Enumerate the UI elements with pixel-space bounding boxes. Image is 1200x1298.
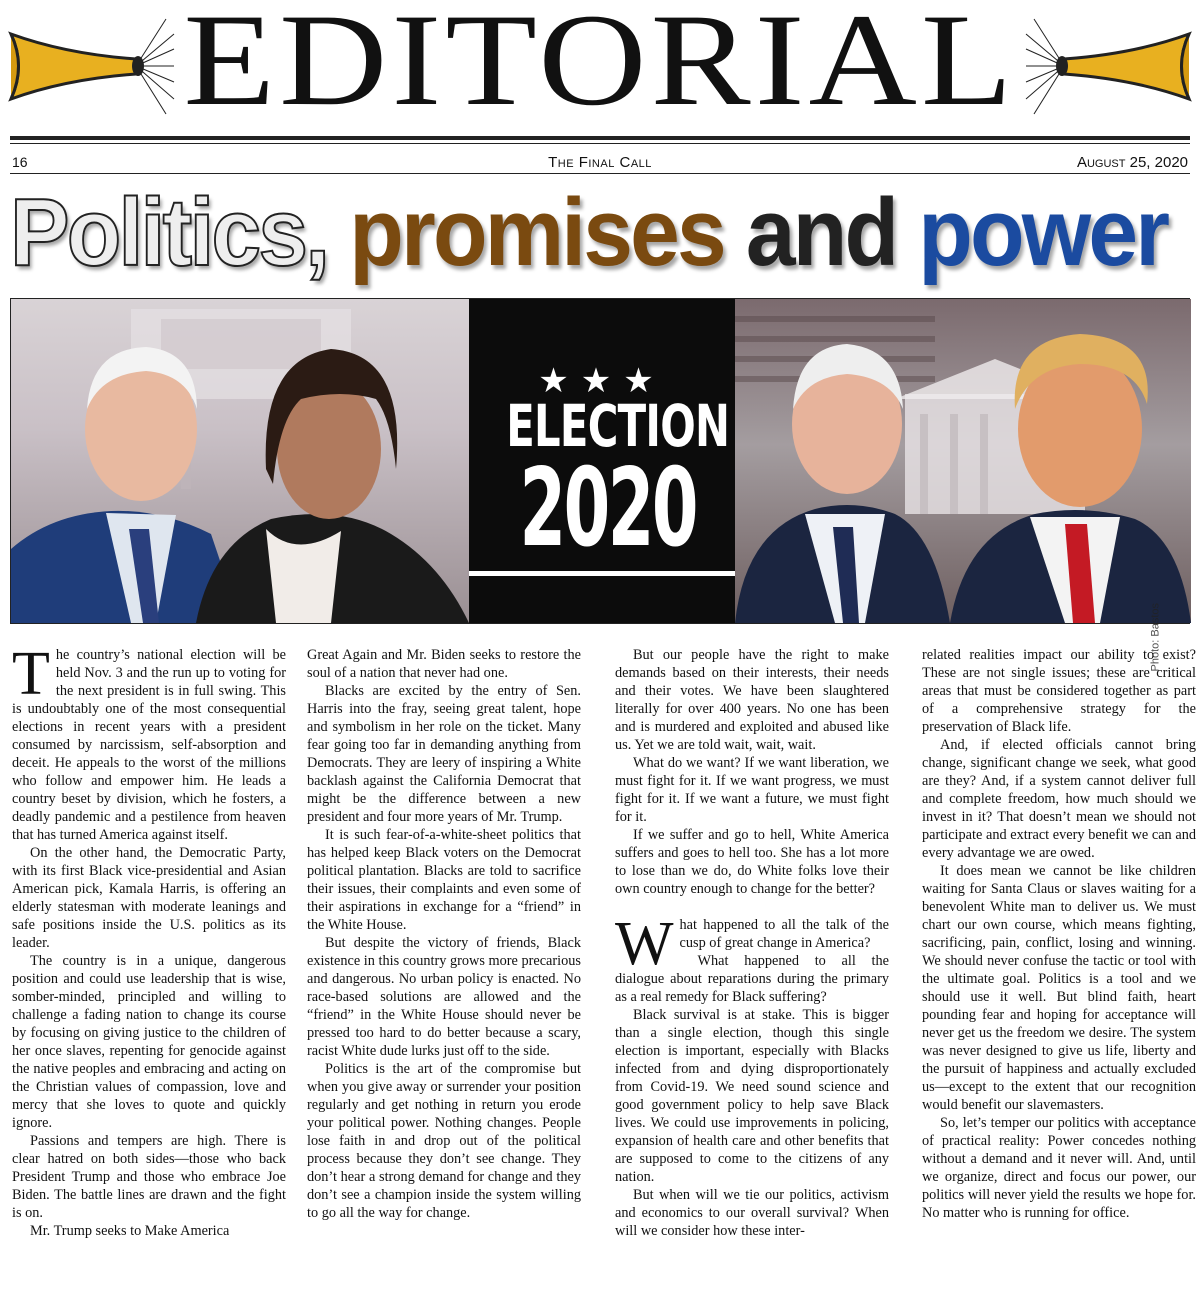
- article-paragraph: So, let’s temper our politics with acceptance of practical reality: Power concedes nothing without a demand and it never will. And, until we organize, direct and focus our power, our politics will never yield the results we hope for. No matter who is running for office.: [922, 1115, 1196, 1221]
- headline-word-politics: Politics,: [10, 179, 328, 286]
- article-paragraph: Mr. Trump seeks to Make America: [30, 1223, 230, 1239]
- page-number: 16: [12, 154, 28, 170]
- article-column-1: [12, 640, 286, 1296]
- photo-credit: Photo: Bastos: [1149, 603, 1161, 672]
- photo-pence-trump: [735, 299, 1191, 672]
- article-column-3: [615, 646, 889, 1296]
- publication-date: August 25, 2020: [1076, 154, 1188, 171]
- article-paragraph: It does mean we cannot be like children waiting for Santa Claus or slaves waiting for a benevolent White man to deliver us. We must chart our own course, which means fighting, sacrificing, pain, conflict, losing and winning. We should never confuse the tactic or tool with the ultimate goal. Politics is a tool and we should use it well. But blind faith, heart pounding fear and hoping for acceptance will never get us the freedom we desire. The system was never designed to give us life, liberty and the pursuit of happiness and actually excluded us—except to the extent that our recognition would benefit our slavemasters.: [922, 863, 1196, 1113]
- info-bar: [12, 152, 1188, 172]
- article-paragraph: Great Again and Mr. Biden seeks to restore the soul of a nation that never had one.: [307, 647, 581, 681]
- drop-cap: W: [615, 910, 674, 978]
- photo-biden-harris-illustration: [11, 299, 469, 623]
- article-paragraph: Politics is the art of the compromise but when you give away or surrender your position regularly and get nothing in return you erode your political power. Nothing changes. People lose faith in and drop out of the political process because they don’t see change. They don’t hear a strong demand for change and they don’t see a champion inside the system willing to go all the way for change.: [307, 1061, 581, 1221]
- article-paragraph: Passions and tempers are high. There is clear hatred on both sides—those who back President Trump and those who embrace Joe Biden. The battle lines are drawn and the fight is on.: [12, 1133, 286, 1221]
- photo-pence-trump-illustration: [735, 299, 1191, 623]
- election-year: 2020: [519, 446, 696, 571]
- drop-cap: T: [12, 640, 50, 708]
- article-paragraph: But when will we tie our politics, activism and economics to our overall survival? When will we consider how these inter-: [615, 1187, 889, 1239]
- publication-name: The Final Call: [548, 154, 652, 171]
- article-paragraph: The country’s national election will be held Nov. 3 and the run up to voting for the next president is in full swing. This is undoubtably one of the most consequential elections in recent years with a president consumed by narcissism, self-absorption and deceit. He appeals to the worst of the millions who follow and empower him. He leads a country beset by division, which he fosters, a deadly pandemic and a pestilence from heaven that has turned America against itself.: [12, 640, 286, 843]
- masthead-rule-thin: [10, 143, 1190, 144]
- article-paragraph: What do we want? If we want liberation, we must fight for it. If we want progress, we must fight for it. If we want a future, we must fight for it.: [615, 755, 889, 825]
- article-paragraph: What happened to all the dialogue about reparations during the primary as a real remedy for Black suffering?: [615, 953, 889, 1005]
- election-word: ELECTION: [506, 392, 730, 460]
- article-paragraph: What happened to all the talk of the cusp of great change in America?: [615, 910, 889, 978]
- trumpet-horn-icon: [1024, 4, 1194, 129]
- article-column-2: [307, 646, 581, 1296]
- article-paragraph: The country is in a unique, dangerous position and could use leadership that is wise, somber-minded, principled and willing to challenge a fading nation to change its course by focusing on giving justice to the children of her once slaves, repenting for genocide against the native peoples and embracing and acting on the Christian values of compassion, love and mercy that she loves to quote and quickly ignore.: [12, 953, 286, 1131]
- election-rule: [469, 571, 735, 576]
- article-body: [12, 640, 1196, 1296]
- article-column-4: [922, 646, 1196, 1296]
- headline: [10, 178, 1168, 288]
- article-paragraph: If we suffer and go to hell, White America suffers and goes to hell too. She has a lot more to lose than we do, do White folks love their own country enough to change for the better?: [615, 827, 889, 897]
- article-paragraph: But despite the victory of friends, Black existence in this country grows more precarious and dangerous. No urban policy is enacted. No race-based solutions are allowed and the “friend” in the White House should never be pressed too hard to do better because a scary, racist White dude lurks just off to the side.: [307, 935, 581, 1059]
- headline-word-promises: promises: [349, 179, 724, 286]
- headline-word-power: power: [918, 179, 1168, 286]
- article-paragraph: On the other hand, the Democratic Party, with its first Black vice-presidential and Asian American pick, Kamala Harris, is offering an elderly statesman with moderate leanings and safe positions inside the U.S. politics as its leader.: [12, 845, 286, 951]
- article-paragraph: Black survival is at stake. This is bigger than a single election, though this single election is important, especially with Blacks infected from and dying disproportionately from Covid-19. We need sound science and good government policy to help save Black lives. We could use improvements in policing, expansion of health care and other benefits that are supposed to come to the citizens of any nation.: [615, 1007, 889, 1185]
- article-paragraph: Blacks are excited by the entry of Sen. Harris into the fray, seeing great talent, hope and symbolism in her role on the ticket. Many fear going too far in demanding anything from Democrats. They are leery of inspiring a White backlash against the California Democrat that might be the difference between a new president and four more years of Mr. Trump.: [307, 683, 581, 825]
- headline-word-and: and: [745, 179, 897, 286]
- photo-biden-harris: [11, 299, 469, 623]
- article-paragraph: related realities impact our ability to exist? These are not single issues; these are critical areas that must be considered together as part of a comprehensive strategy for the preservation of Black life.: [922, 647, 1196, 735]
- election-2020-graphic: [469, 299, 735, 623]
- masthead-title: EDITORIAL: [183, 0, 1017, 134]
- masthead: [0, 0, 1200, 140]
- article-paragraph: But our people have the right to make demands based on their interests, their needs and their votes. We have been slaughtered literally for over 400 years. No one has been and is murdered and exploited and abused like us. Yet we are told wait, wait, wait.: [615, 647, 889, 753]
- star-icon: ★★★: [538, 361, 666, 401]
- masthead-rule: [10, 136, 1190, 140]
- article-paragraph: It is such fear-of-a-white-sheet politics that has helped keep Black voters on the Democrat political plantation. Blacks are told to sacrifice their issues, their complaints and even some of their aspirations in exchange for a “friend” in the White House.: [307, 827, 581, 933]
- info-bar-rule: [10, 173, 1190, 174]
- article-paragraph: And, if elected officials cannot bring change, significant change we seek, what good are they? And, if a system cannot deliver full and complete freedom, how much should we invest in it? That doesn’t mean we should not participate and extract every benefit we can and every advantage we are owed.: [922, 737, 1196, 861]
